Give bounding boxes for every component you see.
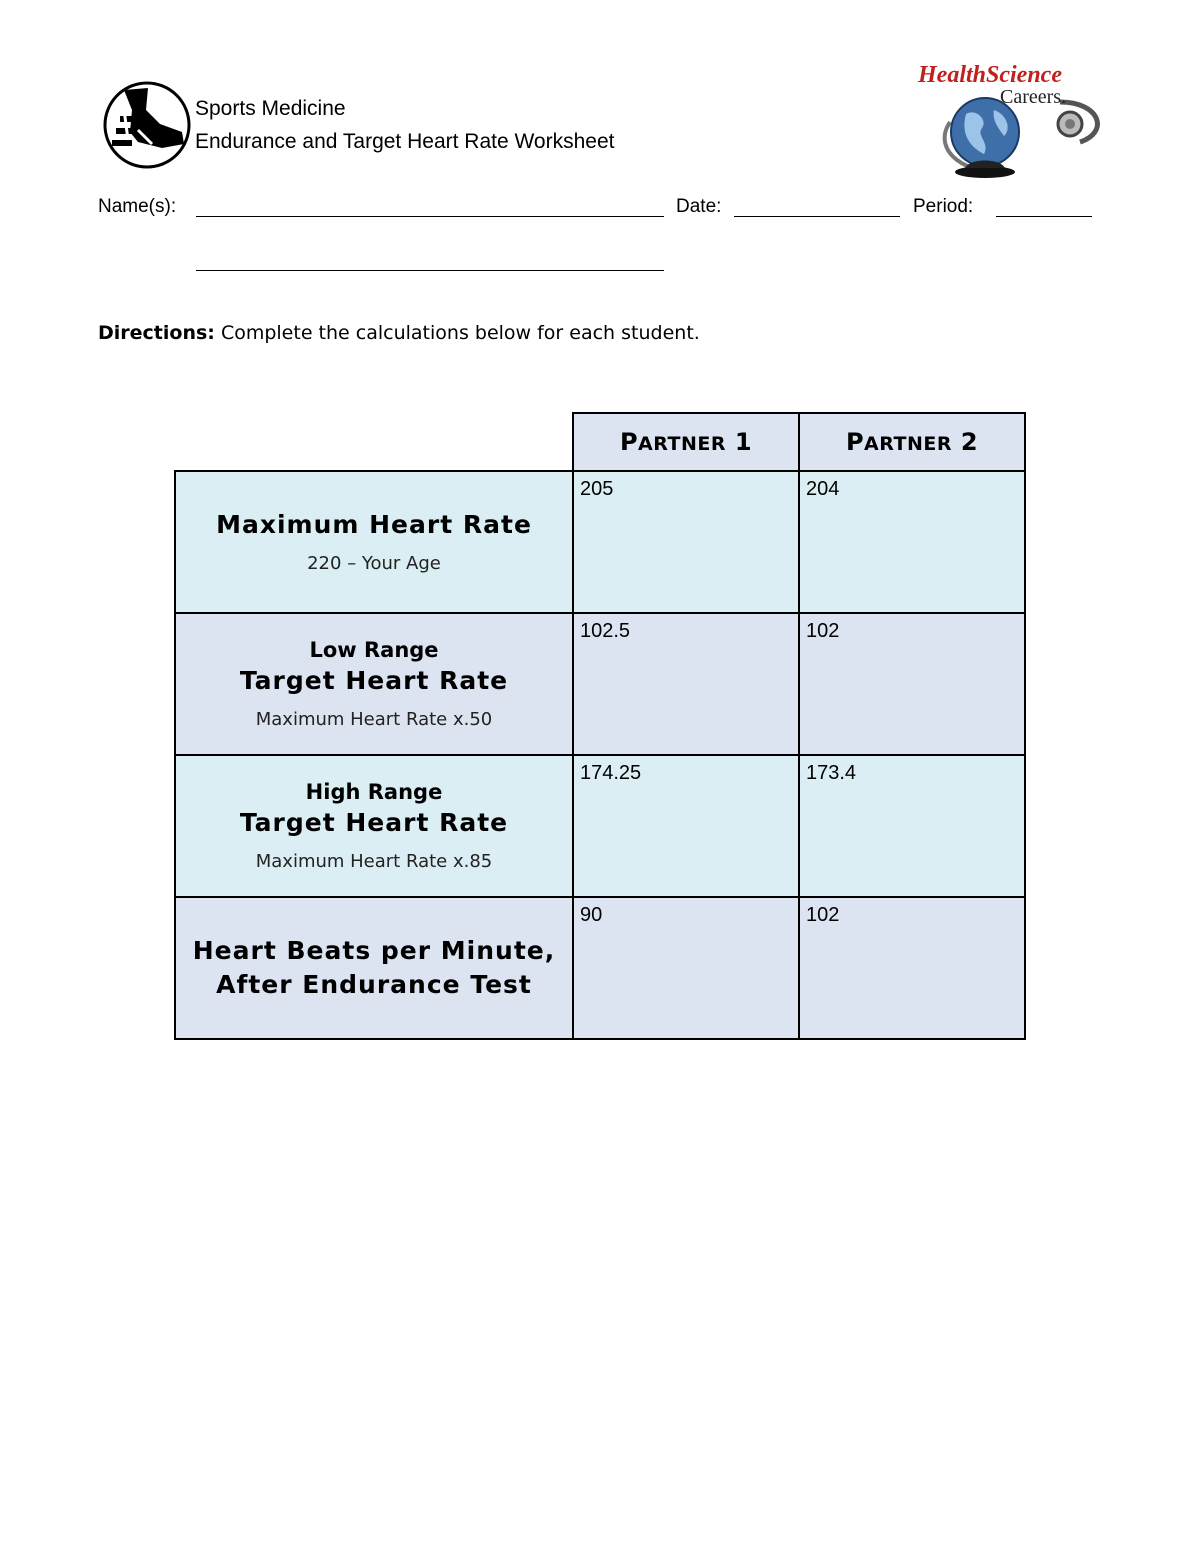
brand-careers: Careers. xyxy=(1000,86,1067,108)
table-header-row xyxy=(175,413,1025,471)
row-formula: 220 – Your Age xyxy=(307,553,441,574)
row-formula: Maximum Heart Rate x.50 xyxy=(255,709,493,730)
date-blank-line[interactable] xyxy=(734,196,900,217)
cell-partner-1-low-range[interactable]: 102.5 xyxy=(573,613,799,755)
row-label-high-range xyxy=(175,755,573,897)
row-title: Maximum Heart Rate xyxy=(216,510,532,539)
worksheet-title: Endurance and Target Heart Rate Worksheet xyxy=(195,130,615,153)
names-second-blank-line[interactable] xyxy=(196,250,664,271)
worksheet-header xyxy=(195,92,614,158)
directions-text: Complete the calculations below for each student. xyxy=(220,322,700,344)
names-label: Name(s): xyxy=(98,196,177,217)
row-title-line-2: After Endurance Test xyxy=(216,970,532,999)
row-title: Target Heart Rate xyxy=(239,666,509,695)
table-row xyxy=(175,897,1025,1039)
directions xyxy=(98,322,700,344)
column-header-partner-1: PARTNER 1 xyxy=(573,413,799,471)
row-subtitle: High Range xyxy=(305,780,443,804)
period-blank-line[interactable] xyxy=(996,196,1092,217)
table-corner xyxy=(175,413,573,471)
row-title: Heart Beats per Minute, xyxy=(192,936,556,965)
names-blank-line[interactable] xyxy=(196,196,664,217)
date-label: Date: xyxy=(676,196,722,217)
table-row xyxy=(175,471,1025,613)
row-label-low-range xyxy=(175,613,573,755)
table-row xyxy=(175,613,1025,755)
row-formula: Maximum Heart Rate x.85 xyxy=(255,851,493,872)
sports-medicine-logo-icon xyxy=(102,80,192,170)
brand-health-science: HealthScience xyxy=(918,62,1062,88)
cell-partner-2-low-range[interactable]: 102 xyxy=(799,613,1025,755)
cell-partner-1-max-heart-rate[interactable]: 205 xyxy=(573,471,799,613)
table-row xyxy=(175,755,1025,897)
cell-partner-2-max-heart-rate[interactable]: 204 xyxy=(799,471,1025,613)
course-name: Sports Medicine xyxy=(195,97,346,120)
row-subtitle: Low Range xyxy=(309,638,439,662)
cell-partner-1-heart-beats[interactable]: 90 xyxy=(573,897,799,1039)
student-info-row xyxy=(98,196,1098,226)
heart-rate-table xyxy=(174,412,1026,1040)
cell-partner-2-heart-beats[interactable]: 102 xyxy=(799,897,1025,1039)
column-header-partner-2: PARTNER 2 xyxy=(799,413,1025,471)
period-label: Period: xyxy=(913,196,974,217)
directions-label: Directions: xyxy=(98,322,215,344)
row-title: Target Heart Rate xyxy=(239,808,509,837)
cell-partner-2-high-range[interactable]: 173.4 xyxy=(799,755,1025,897)
row-label-max-heart-rate xyxy=(175,471,573,613)
cell-partner-1-high-range[interactable]: 174.25 xyxy=(573,755,799,897)
row-label-heart-beats-after-test xyxy=(175,897,573,1039)
